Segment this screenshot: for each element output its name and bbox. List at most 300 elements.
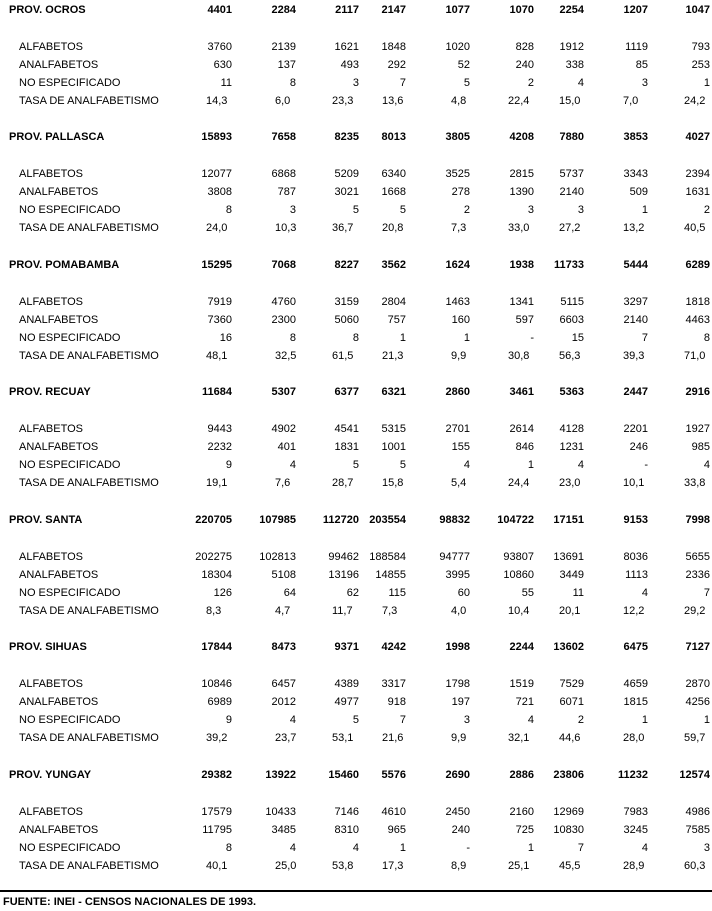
value-cell: 1113 [625, 569, 648, 581]
total-cell: 98832 [439, 514, 470, 526]
value-cell: 240 [515, 59, 534, 71]
province-name: PROV. RECUAY [9, 386, 91, 398]
total-cell: 4242 [381, 641, 406, 653]
value-cell: 8 [225, 842, 232, 854]
row-label: ALFABETOS [19, 41, 83, 53]
value-cell: 4 [577, 77, 584, 89]
total-cell: 17151 [553, 514, 584, 526]
table-row [0, 296, 712, 314]
value-cell: 965 [387, 824, 406, 836]
value-cell: 4977 [334, 696, 359, 708]
value-cell: 1231 [559, 441, 584, 453]
value-cell: 52 [457, 59, 470, 71]
value-cell: 22,4 [508, 95, 530, 107]
province-total-row [0, 4, 712, 41]
total-cell: 1998 [445, 641, 470, 653]
value-cell: 2160 [509, 806, 534, 818]
value-cell: 115 [388, 587, 406, 599]
total-cell: 1070 [509, 4, 534, 16]
value-cell: 5115 [560, 296, 584, 308]
province-name: PROV. POMABAMBA [9, 259, 120, 271]
total-cell: 11733 [554, 259, 584, 271]
value-cell: 3 [703, 842, 710, 854]
value-cell: 3760 [207, 41, 232, 53]
value-cell: 4 [289, 459, 296, 471]
value-cell: 1463 [445, 296, 470, 308]
value-cell: 240 [451, 824, 470, 836]
row-label: TASA DE ANALFABETISMO [19, 477, 159, 489]
value-cell: 64 [283, 587, 296, 599]
value-cell: 4 [289, 842, 296, 854]
total-cell: 8227 [334, 259, 359, 271]
value-cell: 15,0 [559, 95, 581, 107]
value-cell: 1815 [623, 696, 648, 708]
total-cell: 7127 [685, 641, 710, 653]
value-cell: 60,3 [684, 860, 706, 872]
table-row [0, 77, 712, 95]
value-cell: 3021 [334, 186, 359, 198]
row-label: NO ESPECIFICADO [19, 587, 121, 599]
value-cell: 2300 [271, 314, 296, 326]
value-cell: 11795 [202, 824, 232, 836]
value-cell: 3808 [207, 186, 232, 198]
value-cell: 278 [451, 186, 470, 198]
province-block [0, 386, 712, 495]
table-row [0, 842, 712, 860]
value-cell: 3317 [381, 678, 406, 690]
total-cell: 2860 [445, 386, 470, 398]
value-cell: 5209 [334, 168, 359, 180]
row-label: NO ESPECIFICADO [19, 204, 121, 216]
value-cell: 3 [289, 204, 296, 216]
value-cell: 24,2 [684, 95, 706, 107]
value-cell: 59,7 [684, 732, 706, 744]
row-label: NO ESPECIFICADO [19, 842, 121, 854]
value-cell: 1927 [685, 423, 710, 435]
value-cell: 7,3 [451, 222, 467, 234]
value-cell: 12,2 [623, 605, 645, 617]
value-cell: 93807 [503, 551, 534, 563]
total-cell: 17844 [201, 641, 232, 653]
value-cell: 1001 [381, 441, 406, 453]
value-cell: 12969 [553, 806, 584, 818]
value-cell: 6457 [271, 678, 296, 690]
value-cell: 17579 [201, 806, 232, 818]
value-cell: 32,5 [275, 350, 297, 362]
value-cell: 53,1 [332, 732, 354, 744]
value-cell: 2336 [685, 569, 710, 581]
value-cell: 5 [352, 204, 359, 216]
total-cell: 7998 [685, 514, 710, 526]
value-cell: 8 [289, 77, 296, 89]
total-cell: 6377 [334, 386, 359, 398]
value-cell: 5 [399, 459, 406, 471]
total-cell: 1077 [445, 4, 470, 16]
total-cell: 2117 [335, 4, 359, 16]
value-cell: 7919 [207, 296, 232, 308]
province-total-row [0, 386, 712, 423]
value-cell: 725 [515, 824, 534, 836]
row-label: TASA DE ANALFABETISMO [19, 605, 159, 617]
value-cell: 188584 [369, 551, 406, 563]
value-cell: 985 [691, 441, 710, 453]
value-cell: 7,0 [623, 95, 639, 107]
table-row [0, 587, 712, 605]
value-cell: 33,0 [508, 222, 530, 234]
value-cell: 13691 [553, 551, 584, 563]
total-cell: 107985 [259, 514, 296, 526]
value-cell: 3 [527, 204, 534, 216]
value-cell: 7360 [207, 314, 232, 326]
value-cell: 1341 [509, 296, 534, 308]
value-cell: 19,1 [206, 477, 228, 489]
value-cell: 14855 [375, 569, 406, 581]
value-cell: 338 [565, 59, 584, 71]
value-cell: 24,4 [508, 477, 530, 489]
table-row [0, 41, 712, 59]
value-cell: 24,0 [206, 222, 228, 234]
value-cell: 7 [641, 332, 648, 344]
total-cell: 2147 [381, 4, 406, 16]
total-cell: 2244 [509, 641, 534, 653]
total-cell: 9371 [334, 641, 359, 653]
value-cell: 2232 [207, 441, 232, 453]
value-cell: 48,1 [206, 350, 228, 362]
province-block [0, 641, 712, 750]
value-cell: 15 [571, 332, 584, 344]
value-cell: 7146 [334, 806, 359, 818]
value-cell: 23,3 [332, 95, 354, 107]
value-cell: 44,6 [559, 732, 581, 744]
value-cell: 5 [463, 77, 470, 89]
value-cell: 202275 [195, 551, 232, 563]
table-row [0, 678, 712, 696]
value-cell: 6,0 [275, 95, 291, 107]
value-cell: 4128 [559, 423, 584, 435]
row-label: ANALFABETOS [19, 186, 99, 198]
value-cell: 62 [346, 587, 359, 599]
value-cell: 12077 [201, 168, 232, 180]
row-label: TASA DE ANALFABETISMO [19, 860, 159, 872]
value-cell: 8036 [623, 551, 648, 563]
footer-rule [0, 890, 712, 892]
value-cell: 493 [340, 59, 359, 71]
value-cell: 71,0 [684, 350, 706, 362]
value-cell: 292 [387, 59, 406, 71]
value-cell: 3 [641, 77, 648, 89]
value-cell: 7,3 [382, 605, 398, 617]
value-cell: 8 [703, 332, 710, 344]
total-cell: 4208 [509, 131, 534, 143]
value-cell: 4 [527, 714, 534, 726]
value-cell: 7,6 [275, 477, 291, 489]
value-cell: 1848 [381, 41, 406, 53]
value-cell: 1831 [334, 441, 359, 453]
value-cell: 2 [577, 714, 584, 726]
total-cell: 7658 [271, 131, 296, 143]
value-cell: 2701 [445, 423, 470, 435]
value-cell: 3 [577, 204, 584, 216]
row-label: ALFABETOS [19, 806, 83, 818]
value-cell: 5108 [271, 569, 296, 581]
value-cell: 137 [277, 59, 296, 71]
value-cell: 246 [629, 441, 648, 453]
value-cell: 94777 [439, 551, 470, 563]
value-cell: 2870 [685, 678, 710, 690]
value-cell: 5060 [334, 314, 359, 326]
province-total-row [0, 641, 712, 678]
value-cell: 40,1 [206, 860, 228, 872]
value-cell: 2815 [509, 168, 534, 180]
table-row [0, 569, 712, 587]
total-cell: 3461 [509, 386, 534, 398]
value-cell: 3297 [623, 296, 648, 308]
value-cell: 28,0 [623, 732, 645, 744]
value-cell: 21,6 [382, 732, 404, 744]
total-cell: 6475 [623, 641, 648, 653]
total-cell: 3805 [445, 131, 470, 143]
value-cell: 3159 [334, 296, 359, 308]
value-cell: 2804 [381, 296, 406, 308]
value-cell: 10860 [503, 569, 534, 581]
province-block [0, 4, 712, 113]
value-cell: 17,3 [382, 860, 404, 872]
row-label: NO ESPECIFICADO [19, 77, 121, 89]
value-cell: 2 [703, 204, 710, 216]
total-cell: 4401 [207, 4, 232, 16]
table-row [0, 714, 712, 732]
value-cell: 4463 [685, 314, 710, 326]
row-label: ANALFABETOS [19, 314, 99, 326]
value-cell: 9,9 [451, 350, 467, 362]
value-cell: 56,3 [559, 350, 581, 362]
value-cell: 630 [213, 59, 232, 71]
value-cell: 85 [635, 59, 648, 71]
value-cell: 2450 [445, 806, 470, 818]
province-name: PROV. PALLASCA [9, 131, 105, 143]
rate-row [0, 95, 712, 113]
province-total-row [0, 769, 712, 806]
value-cell: 253 [691, 59, 710, 71]
value-cell: 28,7 [332, 477, 354, 489]
value-cell: 23,0 [559, 477, 581, 489]
value-cell: 4610 [381, 806, 406, 818]
row-label: ALFABETOS [19, 423, 83, 435]
total-cell: 2690 [445, 769, 470, 781]
total-cell: 8235 [334, 131, 359, 143]
total-cell: 15460 [328, 769, 359, 781]
value-cell: 53,8 [332, 860, 354, 872]
value-cell: 18304 [201, 569, 232, 581]
table-row [0, 551, 712, 569]
value-cell: - [466, 842, 470, 854]
value-cell: 401 [277, 441, 296, 453]
table-row [0, 824, 712, 842]
total-cell: 2447 [623, 386, 648, 398]
value-cell: 10,3 [275, 222, 297, 234]
province-name: PROV. SIHUAS [9, 641, 87, 653]
value-cell: 4 [641, 587, 648, 599]
value-cell: 2139 [271, 41, 296, 53]
value-cell: 1668 [381, 186, 406, 198]
total-cell: 203554 [369, 514, 406, 526]
value-cell: 9 [225, 714, 232, 726]
value-cell: 9443 [207, 423, 232, 435]
row-label: NO ESPECIFICADO [19, 714, 121, 726]
total-cell: 6289 [685, 259, 710, 271]
value-cell: 4 [641, 842, 648, 854]
row-label: NO ESPECIFICADO [19, 459, 121, 471]
value-cell: 1798 [445, 678, 470, 690]
value-cell: 7585 [685, 824, 710, 836]
value-cell: 11,7 [332, 605, 353, 617]
table-row [0, 441, 712, 459]
value-cell: 4389 [334, 678, 359, 690]
value-cell: 7 [703, 587, 710, 599]
row-label: ALFABETOS [19, 296, 83, 308]
value-cell: 45,5 [559, 860, 581, 872]
value-cell: 1 [399, 842, 406, 854]
table-row [0, 204, 712, 222]
rate-row [0, 605, 712, 623]
value-cell: 10433 [265, 806, 296, 818]
value-cell: 3525 [445, 168, 470, 180]
total-cell: 220705 [195, 514, 232, 526]
value-cell: 4986 [685, 806, 710, 818]
value-cell: 4256 [685, 696, 710, 708]
value-cell: 16 [219, 332, 232, 344]
table-row [0, 186, 712, 204]
value-cell: 7 [399, 714, 406, 726]
province-block [0, 514, 712, 623]
rate-row [0, 860, 712, 878]
value-cell: 8,9 [451, 860, 467, 872]
value-cell: 4902 [271, 423, 296, 435]
value-cell: 1631 [685, 186, 710, 198]
value-cell: 1020 [445, 41, 470, 53]
value-cell: 1 [641, 204, 648, 216]
total-cell: 1047 [685, 4, 710, 16]
value-cell: 4,0 [451, 605, 467, 617]
source-note: FUENTE: INEI - CENSOS NACIONALES DE 1993. [3, 896, 257, 908]
value-cell: 61,5 [332, 350, 354, 362]
value-cell: 2012 [271, 696, 296, 708]
total-cell: 15295 [201, 259, 232, 271]
total-cell: 8473 [271, 641, 296, 653]
value-cell: 13,2 [623, 222, 645, 234]
value-cell: 2 [463, 204, 470, 216]
table-row [0, 423, 712, 441]
value-cell: 6989 [207, 696, 232, 708]
value-cell: 4659 [623, 678, 648, 690]
row-label: ANALFABETOS [19, 569, 99, 581]
value-cell: 4,7 [275, 605, 291, 617]
total-cell: 5363 [559, 386, 584, 398]
value-cell: 3343 [623, 168, 648, 180]
value-cell: 5315 [381, 423, 406, 435]
value-cell: 23,7 [275, 732, 297, 744]
value-cell: 6868 [271, 168, 296, 180]
rate-row [0, 477, 712, 495]
value-cell: 10830 [553, 824, 584, 836]
value-cell: 846 [515, 441, 534, 453]
value-cell: 3995 [445, 569, 470, 581]
row-label: TASA DE ANALFABETISMO [19, 95, 159, 107]
table-row [0, 59, 712, 77]
total-cell: 2916 [685, 386, 710, 398]
province-total-row [0, 259, 712, 296]
value-cell: 3 [463, 714, 470, 726]
row-label: ANALFABETOS [19, 824, 99, 836]
value-cell: 9,9 [451, 732, 467, 744]
value-cell: 1912 [559, 41, 584, 53]
value-cell: 1621 [334, 41, 359, 53]
value-cell: 10,1 [623, 477, 645, 489]
value-cell: 8 [352, 332, 359, 344]
table-row [0, 332, 712, 350]
value-cell: 1 [463, 332, 470, 344]
value-cell: 55 [521, 587, 534, 599]
value-cell: 1519 [509, 678, 534, 690]
value-cell: 60 [457, 587, 470, 599]
row-label: ALFABETOS [19, 551, 83, 563]
value-cell: - [644, 459, 648, 471]
table-row [0, 696, 712, 714]
rate-row [0, 732, 712, 750]
value-cell: 1 [703, 714, 710, 726]
value-cell: 20,1 [559, 605, 581, 617]
total-cell: 2284 [271, 4, 296, 16]
value-cell: 10,4 [508, 605, 530, 617]
total-cell: 13602 [553, 641, 584, 653]
value-cell: 5737 [559, 168, 584, 180]
value-cell: 21,3 [382, 350, 404, 362]
value-cell: 3449 [559, 569, 584, 581]
value-cell: 787 [277, 186, 296, 198]
total-cell: 1938 [509, 259, 534, 271]
value-cell: 4 [463, 459, 470, 471]
value-cell: 39,3 [623, 350, 645, 362]
value-cell: 6071 [559, 696, 584, 708]
value-cell: 33,8 [684, 477, 706, 489]
table-row [0, 459, 712, 477]
value-cell: 1 [399, 332, 406, 344]
total-cell: 1207 [623, 4, 648, 16]
value-cell: 25,1 [508, 860, 530, 872]
rate-row [0, 350, 712, 368]
value-cell: 757 [387, 314, 406, 326]
value-cell: 99462 [328, 551, 359, 563]
value-cell: 6340 [381, 168, 406, 180]
value-cell: 28,9 [623, 860, 645, 872]
total-cell: 13922 [265, 769, 296, 781]
row-label: ALFABETOS [19, 678, 83, 690]
value-cell: 8310 [334, 824, 359, 836]
value-cell: 2140 [559, 186, 584, 198]
total-cell: 7068 [271, 259, 296, 271]
value-cell: 15,8 [382, 477, 404, 489]
value-cell: 102813 [259, 551, 296, 563]
value-cell: 2201 [623, 423, 648, 435]
value-cell: 29,2 [684, 605, 706, 617]
value-cell: 1818 [685, 296, 710, 308]
value-cell: 509 [629, 186, 648, 198]
province-block [0, 769, 712, 878]
row-label: ALFABETOS [19, 168, 83, 180]
value-cell: 8,3 [206, 605, 222, 617]
total-cell: 5444 [623, 259, 648, 271]
value-cell: 2394 [685, 168, 710, 180]
